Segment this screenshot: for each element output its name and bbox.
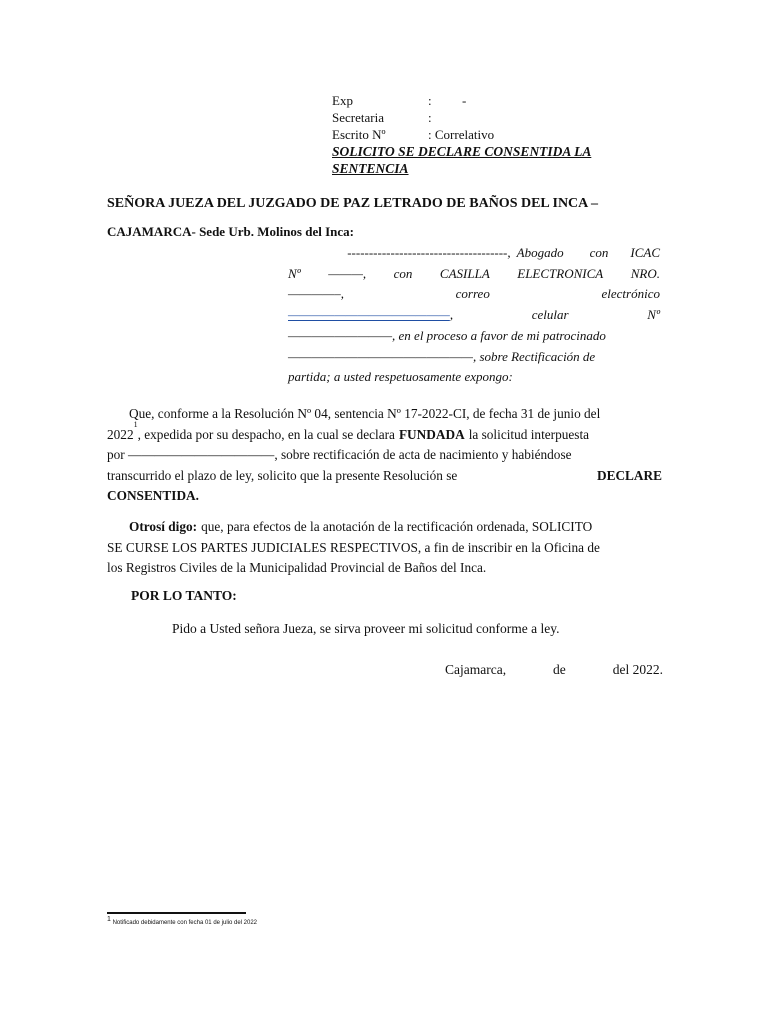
intro-text: , <box>449 307 454 323</box>
document-title: SOLICITO SE DECLARE CONSENTIDA LA SENTENCIA <box>332 144 592 176</box>
paragraph-text: la solicitud interpuesta <box>468 426 590 442</box>
main-paragraph <box>107 404 662 507</box>
request-line: Pido a Usted señora Jueza, se sirva proveer mi solicitud conforme a ley. <box>172 621 560 636</box>
intro-line <box>288 264 660 285</box>
paragraph-line <box>107 466 662 487</box>
por-lo-tanto: POR LO TANTO: <box>131 588 237 603</box>
intro-text: celular <box>531 307 569 323</box>
footnote <box>107 916 258 926</box>
intro-text: con <box>393 265 413 281</box>
exp-value: - <box>462 93 467 108</box>
exp-row <box>332 92 632 109</box>
footnote-number: 1 <box>107 916 111 923</box>
place-text: Cajamarca, <box>445 662 507 677</box>
paragraph-bold: FUNDADA <box>398 426 465 442</box>
intro-line: partida; a usted respetuosamente expongo: <box>288 369 513 385</box>
paragraph-line <box>107 486 662 507</box>
paragraph-text: transcurrido el plazo de ley, solicito que la presente Resolución se <box>107 467 458 483</box>
exp-label: Exp <box>332 93 353 108</box>
place-date <box>445 662 663 678</box>
intro-text: ICAC <box>630 245 660 260</box>
intro-text: con <box>589 245 609 260</box>
date-year: del 2022. <box>612 662 663 677</box>
paragraph-line <box>107 419 662 446</box>
intro-paragraph <box>288 243 660 388</box>
intro-text: correo <box>455 286 490 302</box>
secretaria-row <box>332 109 632 126</box>
intro-text: ———, <box>328 265 367 281</box>
addressee <box>107 190 663 246</box>
intro-line: ————————————————, sobre Rectificación de <box>288 348 596 364</box>
paragraph-bold: CONSENTIDA. <box>107 488 199 503</box>
escrito-value: : Correlativo <box>428 127 495 142</box>
intro-text: ————–, <box>288 286 344 302</box>
intro-text: Nº <box>647 307 660 323</box>
intro-line <box>288 243 660 264</box>
footnote-text: Notificado debidamente con fecha 01 de julio del 2022 <box>112 920 258 926</box>
paragraph-text: 2022 <box>107 426 134 442</box>
intro-text: NRO. <box>630 265 660 281</box>
paragraph-line: SE CURSE LOS PARTES JUDICIALES RESPECTIVOS, a fin de inscribir en la Oficina de <box>107 539 600 555</box>
paragraph-text: que, para efectos de la anotación de la rectificación ordenada, SOLICITO <box>201 519 593 534</box>
email-link[interactable]: —————————————— <box>288 307 450 323</box>
otrosi-paragraph <box>107 517 662 579</box>
case-header <box>332 92 632 177</box>
paragraph-bold: Otrosí digo: <box>129 519 198 534</box>
secretaria-colon: : <box>428 110 432 125</box>
paragraph-text: , expedida por su despacho, en la cual se declara <box>137 426 395 442</box>
addressee-line-1: SEÑORA JUEZA DEL JUZGADO DE PAZ LETRADO DE BAÑOS DEL INCA – <box>107 196 599 211</box>
secretaria-label: Secretaria <box>332 110 384 125</box>
intro-text: ELECTRONICA <box>517 265 604 281</box>
footnote-separator <box>107 912 246 914</box>
footnote-ref: 1 <box>133 419 138 429</box>
paragraph-line: por ———————————, sobre rectificación de acta de nacimiento y habiéndose <box>107 447 572 462</box>
escrito-row <box>332 126 632 143</box>
intro-text: CASILLA <box>439 265 490 281</box>
intro-line <box>288 284 660 305</box>
intro-text: -------------------------------------, <box>347 245 511 260</box>
paragraph-line: Que, conforme a la Resolución Nº 04, sentencia Nº 17-2022-CI, de fecha 31 de junio del <box>129 406 601 421</box>
paragraph-bold: DECLARE <box>596 467 662 483</box>
paragraph-line <box>107 517 662 538</box>
intro-text: Abogado <box>516 245 564 260</box>
intro-line: —————————, en el proceso a favor de mi patrocinado <box>288 327 606 343</box>
escrito-label: Escrito Nº <box>332 127 386 142</box>
intro-text: electrónico <box>601 286 660 302</box>
intro-text: Nº <box>288 265 301 281</box>
date-de: de <box>553 662 566 677</box>
addressee-line-2: CAJAMARCA- Sede Urb. Molinos del Inca: <box>107 224 354 239</box>
intro-line <box>288 305 660 326</box>
paragraph-line: los Registros Civiles de la Municipalidad Provincial de Baños del Inca. <box>107 560 487 575</box>
exp-colon: : <box>428 93 432 108</box>
